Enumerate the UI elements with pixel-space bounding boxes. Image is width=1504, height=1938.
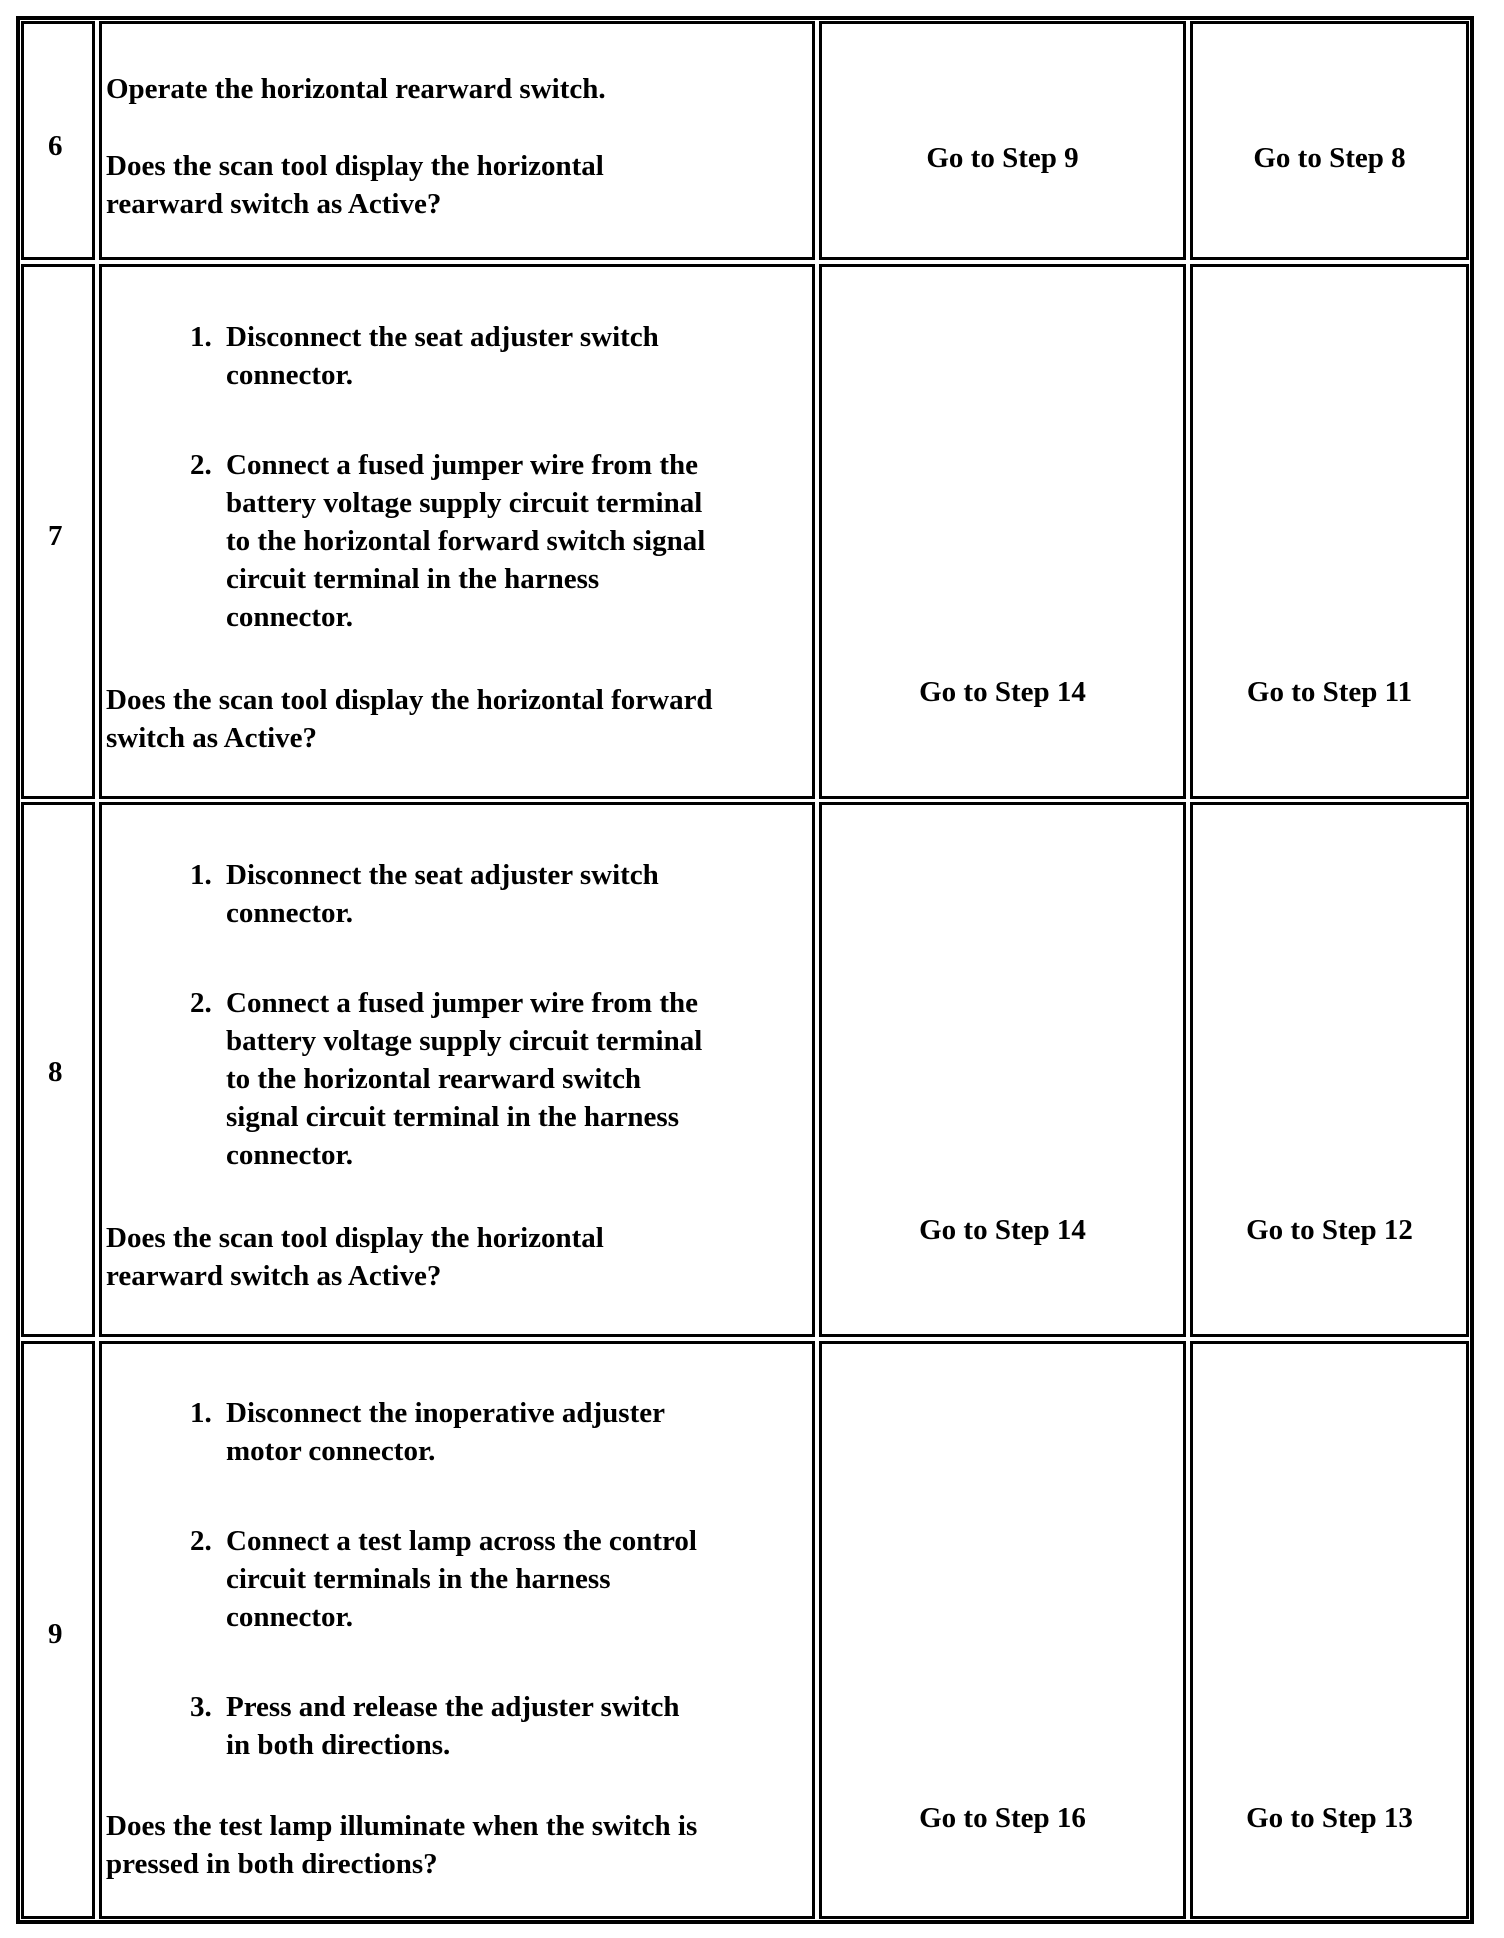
action-cell-6 [99, 21, 815, 260]
list-line: to the horizontal rearward switch [226, 1063, 642, 1095]
no-result: Go to Step 12 [1246, 1214, 1413, 1246]
step-number: 8 [48, 1056, 63, 1088]
question-line: rearward switch as Active? [106, 1260, 442, 1292]
list-line: connector. [226, 1139, 353, 1171]
no-cell-7 [1190, 264, 1469, 799]
no-result: Go to Step 8 [1253, 142, 1406, 174]
list-line: Press and release the adjuster switch [226, 1691, 680, 1723]
list-line: to the horizontal forward switch signal [226, 525, 706, 557]
list-number: 2. [190, 987, 212, 1019]
yes-result: Go to Step 16 [919, 1802, 1086, 1834]
list-line: Connect a fused jumper wire from the [226, 449, 699, 481]
question-line: rearward switch as Active? [106, 188, 442, 220]
list-number: 2. [190, 449, 212, 481]
list-line: connector. [226, 897, 353, 929]
list-number: 1. [190, 859, 212, 891]
yes-result: Go to Step 14 [919, 1214, 1086, 1246]
list-line: circuit terminals in the harness [226, 1563, 611, 1595]
yes-cell-8 [819, 802, 1186, 1337]
question-line: Does the scan tool display the horizontal forward [106, 684, 713, 716]
list-line: Disconnect the seat adjuster switch [226, 321, 659, 353]
list-line: battery voltage supply circuit terminal [226, 1025, 703, 1057]
list-line: battery voltage supply circuit terminal [226, 487, 703, 519]
list-line: Disconnect the inoperative adjuster [226, 1397, 665, 1429]
list-line: Connect a test lamp across the control [226, 1525, 697, 1557]
list-number: 2. [190, 1525, 212, 1557]
question-line: Does the scan tool display the horizontal [106, 150, 604, 182]
no-result: Go to Step 11 [1246, 676, 1413, 708]
yes-cell-7 [819, 264, 1186, 799]
list-number: 1. [190, 1397, 212, 1429]
step-number: 6 [48, 130, 63, 162]
question-line: Does the scan tool display the horizontal [106, 1222, 604, 1254]
step-number: 7 [48, 520, 63, 552]
list-line: circuit terminal in the harness [226, 563, 600, 595]
list-number: 1. [190, 321, 212, 353]
list-line: Connect a fused jumper wire from the [226, 987, 699, 1019]
list-line: connector. [226, 1601, 353, 1633]
list-line: connector. [226, 601, 353, 633]
list-line: connector. [226, 359, 353, 391]
question-line: Does the test lamp illuminate when the switch is [106, 1810, 698, 1842]
yes-result: Go to Step 14 [919, 676, 1086, 708]
action-intro: Operate the horizontal rearward switch. [106, 73, 606, 105]
list-number: 3. [190, 1691, 212, 1723]
yes-result: Go to Step 9 [926, 142, 1079, 174]
list-line: Disconnect the seat adjuster switch [226, 859, 659, 891]
step-number: 9 [48, 1618, 63, 1650]
no-cell-8 [1190, 802, 1469, 1337]
list-line: signal circuit terminal in the harness [226, 1101, 679, 1133]
question-line: pressed in both directions? [106, 1848, 438, 1880]
no-result: Go to Step 13 [1246, 1802, 1413, 1834]
list-line: motor connector. [226, 1435, 436, 1467]
question-line: switch as Active? [106, 722, 318, 754]
list-line: in both directions. [226, 1729, 451, 1761]
